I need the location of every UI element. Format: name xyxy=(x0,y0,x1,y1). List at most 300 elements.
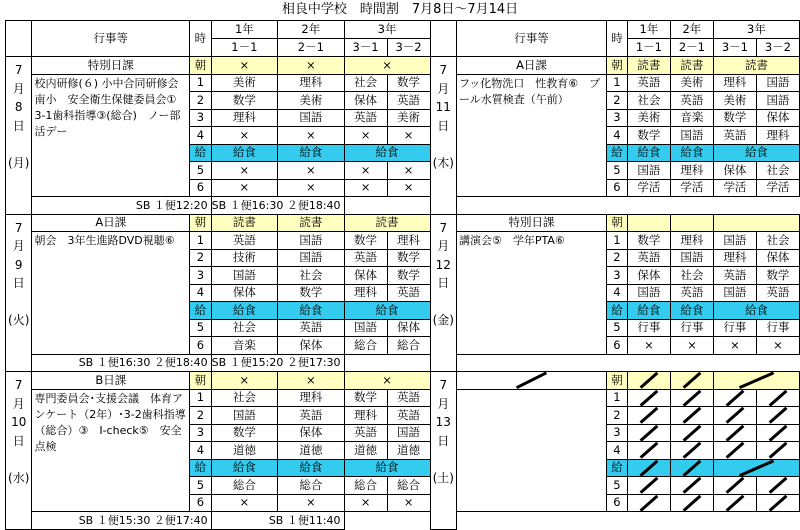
course-name: A日課 xyxy=(32,214,190,232)
class-cell: × xyxy=(278,57,344,75)
class-cell xyxy=(713,214,799,232)
class-header: 1－1 xyxy=(627,39,670,57)
period-cell: 4 xyxy=(190,127,212,145)
period-cell: 給 xyxy=(190,302,212,320)
class-cell: 道徳 xyxy=(387,442,430,460)
slash-mark xyxy=(714,442,756,459)
period-header: 時 xyxy=(190,21,212,57)
class-cell: 音楽 xyxy=(670,109,713,127)
slash-mark xyxy=(714,477,756,494)
slash-mark xyxy=(671,442,713,459)
class-cell: 英語 xyxy=(387,389,430,407)
day-char: (火) xyxy=(8,313,30,327)
class-cell: 数学 xyxy=(713,109,756,127)
class-cell: 給食 xyxy=(278,144,344,162)
day-char xyxy=(431,293,456,312)
period-cell: 2 xyxy=(190,249,212,267)
slash-mark xyxy=(628,407,670,424)
class-cell: 理科 xyxy=(713,74,756,92)
period-cell: 2 xyxy=(607,92,628,110)
period-cell: 3 xyxy=(607,267,628,285)
class-cell: 国語 xyxy=(211,267,277,285)
class-cell: 理科 xyxy=(756,127,799,145)
grade1-header: 1年 xyxy=(627,21,670,39)
class-cell: 数学 xyxy=(387,74,430,92)
grade1-header: 1年 xyxy=(211,21,277,39)
class-cell: 英語 xyxy=(387,284,430,302)
class-cell: 学活 xyxy=(756,179,799,197)
day-label xyxy=(6,372,32,530)
class-cell: 読書 xyxy=(627,57,670,75)
class-cell: 英語 xyxy=(344,249,387,267)
slash-cell xyxy=(713,459,799,477)
period-cell: 2 xyxy=(607,249,628,267)
class-cell: 給食 xyxy=(670,144,713,162)
events-header: 行事等 xyxy=(32,21,190,57)
period-cell: 3 xyxy=(190,109,212,127)
class-cell: 英語 xyxy=(713,127,756,145)
period-cell: 給 xyxy=(607,302,628,320)
period-cell: 2 xyxy=(190,407,212,425)
slash-cell xyxy=(627,477,670,495)
day-char: 8 xyxy=(14,100,23,114)
class-cell: × xyxy=(278,162,344,180)
class-cell: 社会 xyxy=(756,232,799,250)
slash-mark xyxy=(671,407,713,424)
slash-cell xyxy=(670,389,713,407)
period-cell: 1 xyxy=(607,74,628,92)
period-cell: 3 xyxy=(607,424,628,442)
class-cell: 読書 xyxy=(670,57,713,75)
course-name: A日課 xyxy=(457,57,607,75)
class-cell: 英語 xyxy=(627,249,670,267)
class-cell: × xyxy=(344,57,430,75)
class-cell: 英語 xyxy=(670,284,713,302)
class-cell: 社会 xyxy=(211,389,277,407)
class-header: 3－2 xyxy=(387,39,430,57)
period-cell: 4 xyxy=(607,442,628,460)
class-cell: 国語 xyxy=(670,127,713,145)
grade2-header: 2年 xyxy=(278,21,344,39)
day-char: 7 xyxy=(439,220,448,235)
class-cell: 保体 xyxy=(278,424,344,442)
class-cell: 国語 xyxy=(627,162,670,180)
class-cell: 給食 xyxy=(211,144,277,162)
class-cell: 英語 xyxy=(670,92,713,110)
class-cell: × xyxy=(211,372,277,390)
table-row xyxy=(6,74,800,92)
class-cell: 美術 xyxy=(387,109,430,127)
class-cell: 総合 xyxy=(344,337,387,355)
class-cell: 行事 xyxy=(756,319,799,337)
day-char xyxy=(6,450,31,469)
class-cell: 国語 xyxy=(627,284,670,302)
class-cell: 保体 xyxy=(387,319,430,337)
class-header: 3－1 xyxy=(713,39,756,57)
day-char: 12 xyxy=(435,257,451,272)
period-header: 時 xyxy=(607,21,628,57)
class-cell: × xyxy=(713,337,756,355)
class-cell: 理科 xyxy=(713,249,756,267)
class-cell: 社会 xyxy=(756,162,799,180)
class-cell: 読書 xyxy=(211,214,277,232)
period-cell: 朝 xyxy=(607,57,628,75)
period-cell: 2 xyxy=(607,407,628,425)
class-cell: 理科 xyxy=(278,389,344,407)
class-cell: 国語 xyxy=(387,424,430,442)
class-cell: 国語 xyxy=(756,92,799,110)
period-cell: 朝 xyxy=(607,372,628,390)
class-cell: × xyxy=(344,494,387,512)
class-cell: 給食 xyxy=(670,302,713,320)
class-cell: 理科 xyxy=(670,162,713,180)
class-cell: 国語 xyxy=(713,284,756,302)
class-cell: 数学 xyxy=(627,127,670,145)
class-cell: 保体 xyxy=(756,249,799,267)
period-cell: 2 xyxy=(190,92,212,110)
class-cell: 総合 xyxy=(211,477,277,495)
school-bus-times: SB １便16:30 ２便18:40 xyxy=(32,354,211,372)
class-header: 2－1 xyxy=(278,39,344,57)
class-cell: 給食 xyxy=(211,459,277,477)
class-cell: 数学 xyxy=(627,232,670,250)
events-header: 行事等 xyxy=(457,21,607,57)
class-cell: 社会 xyxy=(670,267,713,285)
class-cell: 読書 xyxy=(344,214,430,232)
day-char: 月 xyxy=(437,239,450,253)
class-cell: 数学 xyxy=(211,424,277,442)
slash-cell xyxy=(670,442,713,460)
class-cell: × xyxy=(344,127,387,145)
class-cell: 理科 xyxy=(278,74,344,92)
class-cell: × xyxy=(211,494,277,512)
class-cell: 英語 xyxy=(387,407,430,425)
class-cell: 美術 xyxy=(670,74,713,92)
period-cell: 朝 xyxy=(190,372,212,390)
slash-cell xyxy=(756,477,799,495)
class-cell: 給食 xyxy=(211,302,277,320)
day-char xyxy=(6,135,31,154)
class-cell: 総合 xyxy=(387,477,430,495)
class-cell: 技術 xyxy=(211,249,277,267)
day-char xyxy=(431,450,456,469)
class-cell: 英語 xyxy=(344,424,387,442)
day-label xyxy=(430,372,456,530)
class-cell: 美術 xyxy=(211,74,277,92)
slash-mark xyxy=(757,390,799,407)
class-cell: × xyxy=(211,179,277,197)
day-char xyxy=(431,135,456,154)
table-row xyxy=(6,372,800,390)
class-header: 2－1 xyxy=(670,39,713,57)
class-cell: × xyxy=(211,127,277,145)
slash-mark xyxy=(628,460,670,477)
day-char: (土) xyxy=(432,470,454,485)
school-bus-times: SB １便15:20 ２便17:30 xyxy=(211,354,344,372)
class-cell: 給食 xyxy=(278,459,344,477)
slash-mark xyxy=(757,425,799,442)
class-cell: 英語 xyxy=(278,407,344,425)
class-cell: 国語 xyxy=(344,319,387,337)
day-char: 日 xyxy=(437,433,450,448)
class-cell: 音楽 xyxy=(211,337,277,355)
class-cell: 理科 xyxy=(211,109,277,127)
day-char: 月 xyxy=(437,81,450,96)
slash-mark xyxy=(671,495,713,512)
period-cell: 5 xyxy=(190,477,212,495)
day-char: (木) xyxy=(432,155,454,170)
class-cell: 総合 xyxy=(344,477,387,495)
period-cell: 給 xyxy=(190,144,212,162)
day-char: 7 xyxy=(439,63,448,77)
period-cell: 6 xyxy=(190,494,212,512)
class-cell: 道徳 xyxy=(344,442,387,460)
day-char: 月 xyxy=(12,239,25,253)
class-cell xyxy=(670,214,713,232)
class-cell: × xyxy=(344,372,430,390)
slash-cell xyxy=(627,442,670,460)
day-char: 7 xyxy=(439,378,448,392)
class-cell: 給食 xyxy=(713,144,799,162)
class-cell: 国語 xyxy=(713,232,756,250)
class-cell: 保体 xyxy=(211,284,277,302)
class-cell: 保体 xyxy=(278,337,344,355)
class-cell: 給食 xyxy=(713,302,799,320)
slash-cell xyxy=(627,372,670,390)
slash-cell xyxy=(756,442,799,460)
slash-cell xyxy=(670,494,713,512)
slash-cell xyxy=(670,372,713,390)
class-cell: 給食 xyxy=(344,459,430,477)
class-header: 3－1 xyxy=(344,39,387,57)
class-cell: × xyxy=(278,372,344,390)
slash-mark xyxy=(671,372,713,389)
class-cell: 保体 xyxy=(756,109,799,127)
period-cell: 朝 xyxy=(190,57,212,75)
day-char: (月) xyxy=(8,155,30,170)
day-char: 7 xyxy=(14,63,23,77)
table-row xyxy=(6,354,800,372)
day-char: 日 xyxy=(12,276,25,290)
class-cell: × xyxy=(627,337,670,355)
table-row xyxy=(6,197,800,215)
class-cell: 国語 xyxy=(278,109,344,127)
course-name: 特別日課 xyxy=(32,57,190,75)
class-cell: 給食 xyxy=(344,302,430,320)
class-header: 1－1 xyxy=(211,39,277,57)
class-cell: 行事 xyxy=(713,319,756,337)
period-cell: 6 xyxy=(607,337,628,355)
course-name: 特別日課 xyxy=(457,214,607,232)
period-cell: 1 xyxy=(607,232,628,250)
slash-mark xyxy=(757,477,799,494)
table-row xyxy=(6,214,800,232)
event-notes: 専門委員会･支援会議 体育アンケート（2年）･3-2歯科指導（総合）③ I-check⑤ 安全点検 xyxy=(32,389,190,512)
day-char: 日 xyxy=(437,118,450,133)
school-bus-times: SB １便15:30 ２便17:40 xyxy=(32,512,211,530)
slash-mark xyxy=(671,390,713,407)
slash-cell xyxy=(713,494,756,512)
period-cell: 4 xyxy=(190,442,212,460)
class-cell: 社会 xyxy=(627,92,670,110)
period-cell: 5 xyxy=(190,162,212,180)
day-char: 月 xyxy=(437,396,450,411)
class-cell: 社会 xyxy=(344,74,387,92)
grade3-header: 3年 xyxy=(713,21,799,39)
class-cell: 読書 xyxy=(713,57,799,75)
day-label xyxy=(430,57,456,215)
class-cell: 道徳 xyxy=(278,442,344,460)
class-cell: 英語 xyxy=(211,232,277,250)
slash-mark xyxy=(628,442,670,459)
period-cell: 4 xyxy=(607,127,628,145)
period-cell: 3 xyxy=(190,267,212,285)
period-cell: 6 xyxy=(607,179,628,197)
slash-cell xyxy=(756,389,799,407)
slash-mark xyxy=(671,477,713,494)
grade2-header: 2年 xyxy=(670,21,713,39)
slash-cell xyxy=(627,424,670,442)
period-cell: 6 xyxy=(190,179,212,197)
class-cell: 学活 xyxy=(713,179,756,197)
slash-mark xyxy=(628,372,670,389)
event-notes: 校内研修(６) 小中合同研修会南小 安全衛生保健委員会① 3-1歯科指導③(総合) ノー部活デー xyxy=(32,74,190,197)
period-cell: 5 xyxy=(607,319,628,337)
class-cell: 数学 xyxy=(211,92,277,110)
page-title: 相良中学校 時間割 7月8日～7月14日 xyxy=(281,2,519,17)
slash-mark xyxy=(671,460,713,477)
slash-mark xyxy=(671,425,713,442)
class-cell: 総合 xyxy=(387,337,430,355)
class-header: 3－2 xyxy=(756,39,799,57)
period-cell: 1 xyxy=(607,389,628,407)
class-cell: 行事 xyxy=(627,319,670,337)
class-cell: 給食 xyxy=(278,302,344,320)
class-cell: × xyxy=(278,494,344,512)
school-bus-times: SB １便11:40 xyxy=(211,512,344,530)
slash-cell xyxy=(670,477,713,495)
day-char: 10 xyxy=(11,415,27,429)
table-row xyxy=(6,232,800,250)
class-cell: × xyxy=(344,179,387,197)
course-name xyxy=(457,372,607,390)
slash-cell xyxy=(713,372,799,390)
class-cell: 保体 xyxy=(344,267,387,285)
slash-cell xyxy=(713,407,756,425)
school-bus-times: SB １便12:20 xyxy=(32,197,211,215)
class-cell: 理科 xyxy=(344,284,387,302)
header-blank xyxy=(6,21,32,57)
slash-mark xyxy=(457,372,606,389)
school-bus-times: SB １便16:30 ２便18:40 xyxy=(211,197,344,215)
slash-mark xyxy=(628,495,670,512)
period-cell: 朝 xyxy=(607,214,628,232)
slash-mark xyxy=(714,372,799,389)
slash-mark xyxy=(714,495,756,512)
slash-cell xyxy=(756,407,799,425)
slash-mark xyxy=(628,477,670,494)
slash-cell xyxy=(627,407,670,425)
class-cell: 国語 xyxy=(756,74,799,92)
day-char: 月 xyxy=(12,396,25,411)
class-cell xyxy=(627,214,670,232)
slash-cell xyxy=(670,459,713,477)
class-cell: × xyxy=(387,127,430,145)
class-cell: 行事 xyxy=(670,319,713,337)
class-cell: × xyxy=(278,179,344,197)
day-char: (水) xyxy=(8,470,30,485)
period-cell: 4 xyxy=(190,284,212,302)
slash-cell xyxy=(627,389,670,407)
class-cell: 美術 xyxy=(627,109,670,127)
class-cell: 数学 xyxy=(387,249,430,267)
class-cell: × xyxy=(278,127,344,145)
class-cell: × xyxy=(756,337,799,355)
class-cell: 学活 xyxy=(670,179,713,197)
event-notes xyxy=(457,389,607,512)
period-cell: 3 xyxy=(607,109,628,127)
class-cell: 国語 xyxy=(278,249,344,267)
period-cell: 1 xyxy=(190,389,212,407)
timetable xyxy=(5,20,800,530)
class-cell: 数学 xyxy=(278,284,344,302)
period-cell: 5 xyxy=(607,477,628,495)
day-char: (金) xyxy=(432,313,454,327)
day-char: 7 xyxy=(14,220,23,235)
day-char xyxy=(6,293,31,312)
class-cell: × xyxy=(211,162,277,180)
slash-mark xyxy=(714,407,756,424)
grade3-header: 3年 xyxy=(344,21,430,39)
class-cell: × xyxy=(387,162,430,180)
slash-mark xyxy=(714,460,799,477)
class-cell: 理科 xyxy=(344,407,387,425)
class-cell: 給食 xyxy=(627,144,670,162)
class-cell: 英語 xyxy=(713,267,756,285)
slash-mark xyxy=(757,407,799,424)
course-name: B日課 xyxy=(32,372,190,390)
class-cell: 英語 xyxy=(387,92,430,110)
slash-cell xyxy=(713,477,756,495)
day-char: 日 xyxy=(437,276,450,290)
day-label xyxy=(430,214,456,372)
table-row xyxy=(6,512,800,530)
slash-cell xyxy=(627,459,670,477)
class-cell: 英語 xyxy=(278,319,344,337)
class-cell: 数学 xyxy=(387,267,430,285)
class-cell: 給食 xyxy=(344,144,430,162)
class-cell: 美術 xyxy=(713,92,756,110)
slash-mark xyxy=(757,495,799,512)
period-cell: 6 xyxy=(607,494,628,512)
slash-mark xyxy=(714,425,756,442)
class-cell: 給食 xyxy=(627,302,670,320)
class-cell: × xyxy=(211,57,277,75)
day-char: 月 xyxy=(12,81,25,96)
slash-cell xyxy=(670,424,713,442)
table-row xyxy=(6,389,800,407)
class-cell: 総合 xyxy=(278,477,344,495)
class-cell: 保体 xyxy=(627,267,670,285)
class-cell: 国語 xyxy=(670,249,713,267)
period-cell: 給 xyxy=(607,144,628,162)
class-cell: 数学 xyxy=(344,232,387,250)
slash-cell xyxy=(670,407,713,425)
period-cell: 6 xyxy=(190,337,212,355)
slash-mark xyxy=(628,425,670,442)
class-cell: 社会 xyxy=(211,319,277,337)
period-cell: 給 xyxy=(607,459,628,477)
